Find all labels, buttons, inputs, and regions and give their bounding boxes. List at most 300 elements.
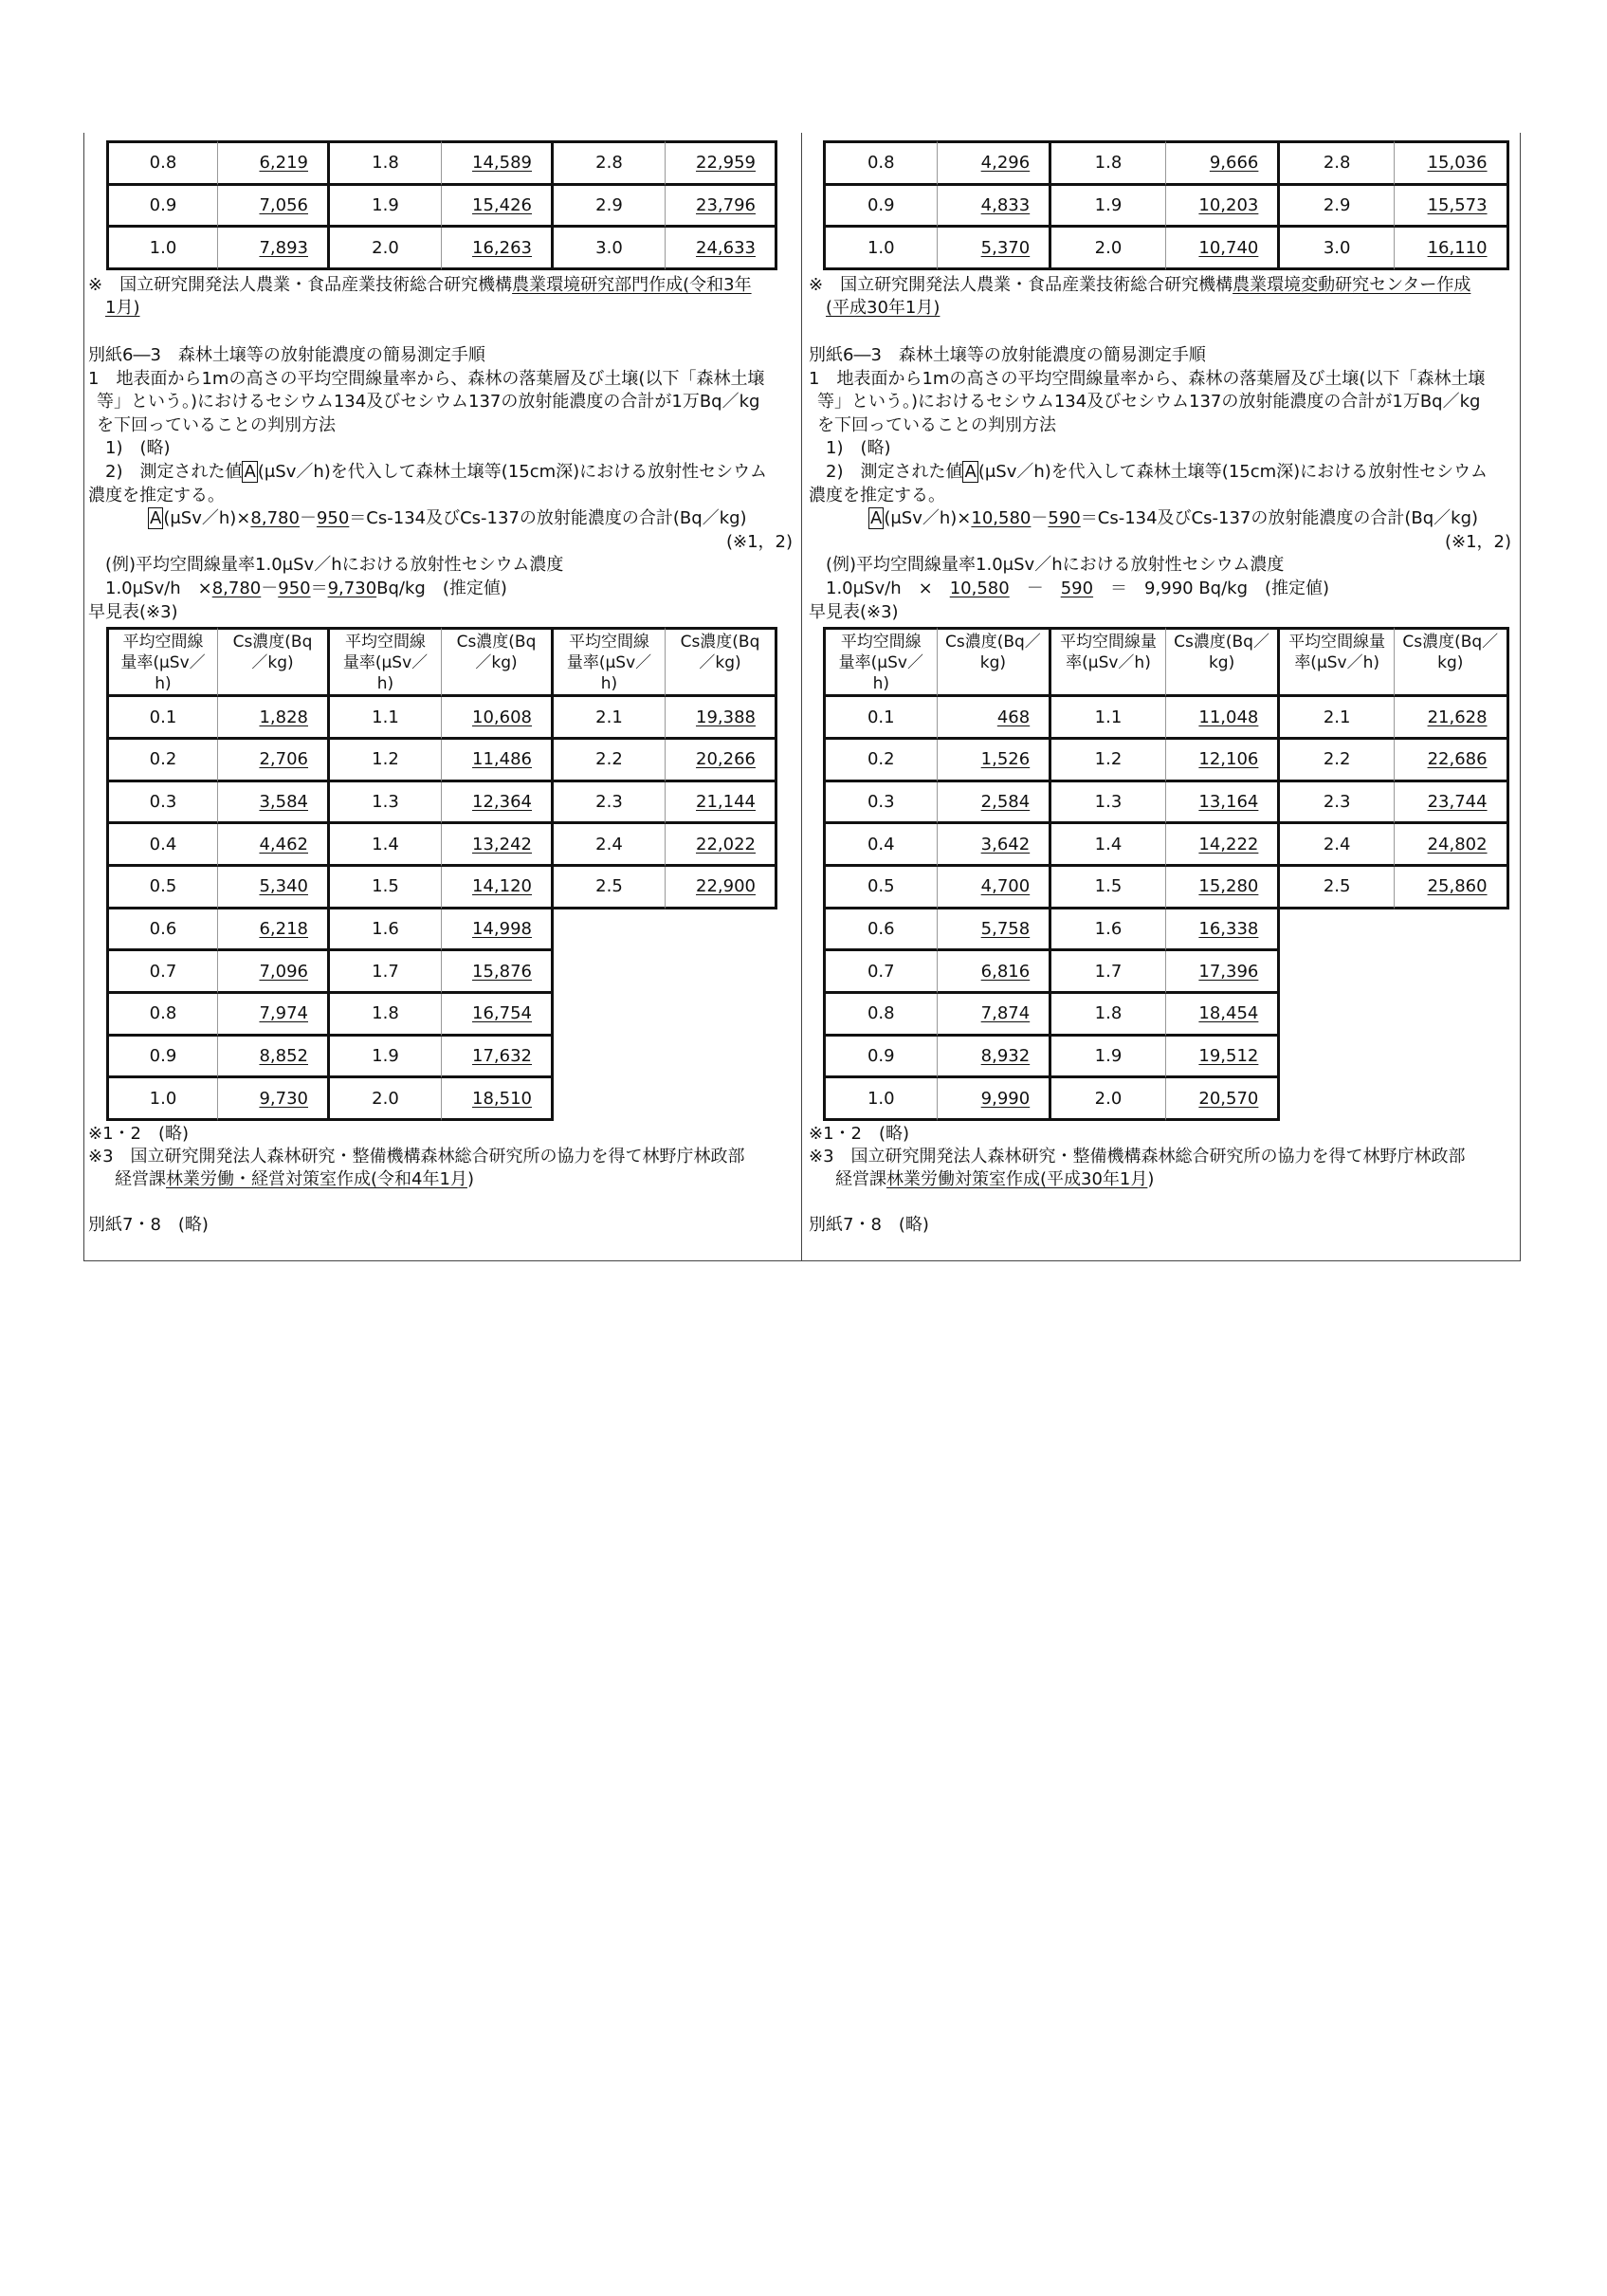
footnote-line — [802, 1123, 1519, 1146]
cs-concentration-value: 5,758 — [980, 918, 1031, 939]
table-row — [106, 140, 800, 186]
cs-concentration-value: 468 — [996, 707, 1031, 727]
dose-rate-value: 1.8 — [1094, 153, 1123, 174]
underlined-text: 950 — [316, 508, 350, 529]
table-row — [106, 186, 800, 229]
dose-rate-cell — [823, 1078, 938, 1121]
frame-right-border — [1520, 133, 1521, 1261]
cs-concentration-value: 16,263 — [472, 237, 532, 258]
cs-concentration-cell — [442, 909, 554, 952]
dose-rate-value: 1.0 — [867, 237, 895, 258]
text-segment: 等」という。)におけるセシウム134及びセシウム137の放射能濃度の合計が1万Bq／kg — [817, 392, 1481, 413]
cs-concentration-cell — [218, 228, 330, 270]
cs-concentration-cell — [442, 697, 554, 740]
footnote-line — [802, 1168, 1519, 1191]
dose-rate-cell — [554, 867, 666, 909]
dose-rate-value: 1.0 — [149, 1088, 177, 1109]
footnote-line — [84, 1146, 800, 1168]
dose-rate-cell — [1051, 740, 1166, 782]
cs-concentration-value: 7,056 — [259, 195, 308, 216]
cs-concentration-value: 15,036 — [1427, 153, 1488, 174]
text-segment: － — [1031, 508, 1049, 529]
dose-rate-cell — [823, 186, 938, 229]
cs-concentration-value: 22,959 — [696, 153, 756, 174]
text-segment: ＝ — [310, 579, 328, 598]
cs-concentration-cell — [442, 782, 554, 825]
cs-concentration-cell — [666, 140, 777, 186]
dose-rate-cell — [1280, 824, 1395, 867]
dose-rate-value: 0.7 — [149, 961, 177, 982]
cs-concentration-cell — [218, 140, 330, 186]
table-row — [823, 867, 1519, 909]
frame-bottom-border — [83, 1260, 1521, 1261]
cs-concentration-cell — [218, 782, 330, 825]
cs-concentration-cell — [938, 994, 1052, 1037]
dose-rate-value: 0.8 — [867, 1003, 895, 1024]
table-row — [106, 228, 800, 270]
column-header: 平均空間線量率(μSv／h) — [1051, 627, 1166, 697]
cs-concentration-cell — [1166, 824, 1281, 867]
cs-concentration-value: 14,222 — [1198, 834, 1259, 854]
cs-concentration-value: 21,628 — [1427, 707, 1488, 727]
table-row — [106, 994, 800, 1037]
cs-concentration-value: 4,833 — [980, 195, 1031, 216]
dose-rate-cell — [330, 824, 442, 867]
dose-rate-cell — [1280, 697, 1395, 740]
cs-concentration-value: 3,584 — [259, 791, 308, 812]
text-line — [84, 485, 800, 508]
text-line — [802, 297, 1519, 320]
dose-rate-cell — [106, 740, 218, 782]
dose-rate-cell — [330, 228, 442, 270]
dose-rate-value: 0.6 — [867, 918, 895, 939]
dose-rate-value: 2.1 — [595, 707, 623, 727]
text-segment: － — [299, 508, 317, 529]
dose-rate-cell — [330, 867, 442, 909]
cs-concentration-value: 23,744 — [1427, 791, 1488, 812]
dose-rate-value: 2.3 — [1323, 791, 1351, 812]
text-line — [802, 485, 1519, 508]
cs-concentration-cell — [442, 1037, 554, 1079]
dose-rate-cell — [1051, 867, 1166, 909]
cs-concentration-value: 7,974 — [259, 1003, 308, 1024]
blank-line — [802, 1191, 1519, 1214]
text-line — [802, 414, 1519, 438]
cs-concentration-cell — [938, 824, 1052, 867]
text-segment: 1) (略) — [105, 438, 171, 459]
dose-rate-value: 1.9 — [372, 195, 399, 216]
dose-rate-value: 0.1 — [867, 707, 895, 727]
dose-rate-value: 0.8 — [149, 1003, 177, 1024]
table-row — [106, 697, 800, 740]
column-current — [802, 133, 1519, 1237]
section-title: 別紙6―3 森林土壌等の放射能濃度の簡易測定手順 — [88, 345, 485, 366]
dose-rate-value: 0.7 — [867, 961, 895, 982]
table-row — [823, 697, 1519, 740]
cs-concentration-cell — [442, 740, 554, 782]
table-header-row — [823, 627, 1519, 697]
footnote-line — [802, 1146, 1519, 1168]
text-line — [802, 578, 1519, 601]
footnote-line — [84, 1123, 800, 1146]
cs-concentration-value: 10,608 — [472, 707, 532, 727]
cs-concentration-value: 9,730 — [259, 1088, 308, 1109]
dose-rate-cell — [106, 1037, 218, 1079]
cs-concentration-cell — [1166, 867, 1281, 909]
table-row — [106, 1037, 800, 1079]
dose-rate-value: 1.4 — [1094, 834, 1123, 854]
value-box-a: A — [964, 462, 977, 483]
underlined-text: 1月) — [105, 298, 140, 319]
cs-concentration-cell — [1166, 909, 1281, 952]
appendix-6-3-section — [802, 344, 1519, 624]
text-segment: 2) 測定された値 — [105, 462, 243, 483]
column-header: Cs濃度(Bq／kg) — [1395, 627, 1509, 697]
dose-rate-cell — [823, 951, 938, 994]
dose-rate-value: 2.5 — [1323, 876, 1351, 897]
cs-concentration-cell — [442, 228, 554, 270]
cs-concentration-cell — [1166, 697, 1281, 740]
cs-concentration-cell — [218, 909, 330, 952]
underlined-text: 林業労働対策室作成(平成30年1月 — [886, 1169, 1148, 1190]
cs-concentration-cell — [938, 782, 1052, 825]
dose-rate-value: 0.9 — [867, 195, 895, 216]
text-segment: 1.0μSv/h × — [826, 579, 950, 598]
text-line — [84, 437, 800, 461]
dose-rate-value: 1.5 — [372, 876, 399, 897]
cs-concentration-value: 10,740 — [1198, 237, 1259, 258]
column-header: Cs濃度(Bq／kg) — [442, 627, 554, 697]
cs-concentration-value: 18,510 — [472, 1088, 532, 1109]
quick-lookup-table — [106, 627, 800, 1121]
cs-concentration-cell — [666, 228, 777, 270]
table-row — [823, 228, 1519, 270]
appendix-7-8-note: 別紙7・8 (略) — [88, 1215, 209, 1236]
cs-concentration-value: 13,242 — [472, 834, 532, 854]
text-segment: (μSv／h)を代入して森林土壌等(15cm深)における放射性セシウム — [257, 462, 767, 483]
dose-rate-value: 0.5 — [867, 876, 895, 897]
table-row — [106, 909, 800, 952]
dose-rate-cell — [1051, 909, 1166, 952]
cs-concentration-value: 15,876 — [472, 961, 532, 982]
cs-concentration-cell — [938, 697, 1052, 740]
cs-concentration-cell — [938, 228, 1052, 270]
cs-concentration-cell — [442, 140, 554, 186]
table-row — [106, 740, 800, 782]
dose-rate-value: 2.8 — [1323, 153, 1351, 174]
cs-concentration-cell — [218, 740, 330, 782]
column-header: 平均空間線量率(μSv／h) — [330, 627, 442, 697]
underlined-text: 農業環境変動研究センター作成 — [1233, 275, 1471, 296]
text-segment: (μSv／h)× — [163, 508, 251, 529]
cs-concentration-value: 5,340 — [259, 876, 308, 897]
text-segment: ＝Cs-134及びCs-137の放射能濃度の合計(Bq／kg) — [349, 508, 747, 529]
cs-concentration-cell — [218, 1078, 330, 1121]
section-title: 別紙6―3 森林土壌等の放射能濃度の簡易測定手順 — [809, 345, 1206, 366]
table-row — [823, 1078, 1519, 1121]
dose-rate-cell — [1280, 140, 1395, 186]
text-segment: ＝ 9,990 Bq/kg (推定値) — [1093, 579, 1330, 598]
table-row — [823, 186, 1519, 229]
dose-rate-cell — [1051, 140, 1166, 186]
cs-concentration-cell — [1395, 824, 1509, 867]
column-header: Cs濃度(Bq／kg) — [666, 627, 777, 697]
value-box-a: A — [150, 508, 162, 529]
cs-concentration-value: 16,338 — [1198, 918, 1259, 939]
text-segment: ※ 国立研究開発法人農業・食品産業技術総合研究機構 — [809, 275, 1233, 296]
text-line — [84, 578, 800, 601]
dose-rate-value: 3.0 — [1323, 237, 1351, 258]
text-segment: 1 地表面から1mの高さの平均空間線量率から、森林の落葉層及び土壌(以下「森林土壌 — [809, 368, 1486, 389]
cs-concentration-value: 17,632 — [472, 1046, 532, 1067]
text-segment: 濃度を推定する。 — [88, 485, 225, 505]
dose-rate-cell — [1051, 824, 1166, 867]
cs-concentration-cell — [666, 697, 777, 740]
dose-rate-value: 0.3 — [149, 791, 177, 812]
text-segment: (※1，2) — [725, 531, 793, 552]
cs-concentration-value: 6,218 — [259, 918, 308, 939]
dose-rate-value: 1.3 — [372, 791, 399, 812]
text-segment: － — [261, 579, 279, 598]
cs-concentration-cell — [666, 824, 777, 867]
text-line — [84, 414, 800, 438]
dose-rate-cell — [330, 697, 442, 740]
cs-concentration-value: 14,120 — [472, 876, 532, 897]
underlined-text: 8,780 — [211, 579, 262, 598]
dose-rate-value: 2.9 — [1323, 195, 1351, 216]
dose-rate-cell — [1051, 1078, 1166, 1121]
cs-concentration-value: 15,426 — [472, 195, 532, 216]
underlined-text: 9,730 — [327, 579, 377, 598]
dose-rate-value: 2.2 — [1323, 749, 1351, 770]
dose-rate-value: 1.4 — [372, 834, 399, 854]
footnotes — [84, 1123, 800, 1237]
cs-concentration-value: 22,686 — [1427, 749, 1488, 770]
text-segment: ) — [466, 1169, 474, 1190]
dose-rate-value: 1.1 — [372, 707, 399, 727]
cs-concentration-value: 11,048 — [1198, 707, 1259, 727]
dose-rate-cell — [330, 140, 442, 186]
dose-rate-value: 0.2 — [867, 749, 895, 770]
cs-concentration-cell — [442, 1078, 554, 1121]
cs-concentration-cell — [1395, 782, 1509, 825]
dose-rate-cell — [554, 782, 666, 825]
dose-rate-cell — [823, 782, 938, 825]
text-segment: ＝Cs-134及びCs-137の放射能濃度の合計(Bq／kg) — [1080, 508, 1479, 529]
dose-rate-value: 0.9 — [867, 1046, 895, 1067]
underlined-text: 農業環境研究部門作成(令和3年 — [512, 275, 752, 296]
cs-concentration-cell — [1395, 140, 1509, 186]
cs-concentration-cell — [442, 186, 554, 229]
text-segment: (μSv／h)を代入して森林土壌等(15cm深)における放射性セシウム — [977, 462, 1488, 483]
cs-concentration-value: 15,573 — [1427, 195, 1488, 216]
text-segment: ※3 国立研究開発法人森林研究・整備機構森林総合研究所の協力を得て林野庁林政部 — [809, 1147, 1466, 1167]
dose-rate-value: 2.5 — [595, 876, 623, 897]
cs-concentration-cell — [666, 740, 777, 782]
value-box-a: A — [244, 462, 256, 483]
text-line — [84, 274, 800, 297]
cs-concentration-value: 20,570 — [1198, 1088, 1259, 1109]
text-segment: 経営課 — [835, 1169, 886, 1190]
table-row — [823, 951, 1519, 994]
dose-rate-value: 0.4 — [867, 834, 895, 854]
cs-concentration-cell — [938, 867, 1052, 909]
quick-lookup-table — [823, 627, 1519, 1121]
dose-rate-value: 1.9 — [1094, 195, 1123, 216]
column-header: 平均空間線量率(μSv／h) — [823, 627, 938, 697]
text-line — [802, 391, 1519, 414]
reference-marker — [84, 531, 800, 555]
cs-concentration-value: 4,296 — [980, 153, 1031, 174]
table-row — [106, 782, 800, 825]
dose-rate-cell — [330, 1078, 442, 1121]
cs-concentration-value: 23,796 — [696, 195, 756, 216]
dose-rate-value: 1.5 — [1094, 876, 1123, 897]
text-segment: を下回っていることの判別方法 — [817, 414, 1056, 435]
cs-concentration-cell — [1166, 740, 1281, 782]
cs-concentration-cell — [938, 740, 1052, 782]
cs-concentration-cell — [218, 186, 330, 229]
text-segment: 1) (略) — [826, 438, 891, 459]
cs-concentration-cell — [1166, 140, 1281, 186]
value-box-a: A — [870, 508, 883, 529]
text-segment: (例)平均空間線量率1.0μSv／hにおける放射性セシウム濃度 — [826, 555, 1285, 576]
cs-concentration-value: 2,706 — [259, 749, 308, 770]
dose-rate-cell — [106, 782, 218, 825]
dose-rate-value: 0.5 — [149, 876, 177, 897]
reference-marker — [802, 531, 1519, 555]
top-table-source-note — [802, 274, 1519, 320]
dose-rate-value: 0.2 — [149, 749, 177, 770]
text-segment: (※1，2) — [1444, 531, 1511, 552]
text-line — [802, 554, 1519, 578]
cs-concentration-value: 2,584 — [980, 791, 1031, 812]
dose-rate-value: 1.0 — [867, 1088, 895, 1109]
text-segment: Bq/kg (推定値) — [376, 579, 507, 598]
dose-rate-cell — [823, 697, 938, 740]
cs-concentration-cell — [938, 951, 1052, 994]
cs-concentration-cell — [442, 994, 554, 1037]
dose-rate-cell — [823, 824, 938, 867]
underlined-text: 590 — [1060, 579, 1094, 598]
dose-rate-value: 2.0 — [1094, 237, 1123, 258]
dose-rate-cell — [554, 140, 666, 186]
cs-concentration-cell — [666, 867, 777, 909]
cs-concentration-cell — [938, 1037, 1052, 1079]
cs-concentration-cell — [442, 867, 554, 909]
dose-rate-cell — [1051, 782, 1166, 825]
cs-concentration-value: 12,364 — [472, 791, 532, 812]
cs-concentration-value: 19,388 — [696, 707, 756, 727]
cs-concentration-value: 14,589 — [472, 153, 532, 174]
dose-rate-cell — [330, 994, 442, 1037]
cs-concentration-value: 24,802 — [1427, 834, 1488, 854]
dose-rate-cell — [1280, 867, 1395, 909]
text-segment: (μSv／h)× — [884, 508, 972, 529]
column-header: Cs濃度(Bq／kg) — [1166, 627, 1281, 697]
formula-line — [84, 507, 800, 531]
dose-rate-cell — [330, 186, 442, 229]
dose-rate-value: 0.9 — [149, 1046, 177, 1067]
text-segment: ※1・2 (略) — [88, 1124, 190, 1145]
dose-rate-cell — [554, 228, 666, 270]
dose-rate-cell — [823, 1037, 938, 1079]
text-line — [84, 368, 800, 392]
cs-concentration-cell — [1166, 1037, 1281, 1079]
underlined-text: (平成30年1月) — [826, 298, 940, 319]
dose-rate-cell — [823, 994, 938, 1037]
dose-rate-cell — [823, 740, 938, 782]
cs-concentration-value: 6,219 — [259, 153, 308, 174]
underlined-text: 10,580 — [971, 508, 1032, 529]
cs-concentration-value: 9,666 — [1209, 153, 1259, 174]
cs-concentration-cell — [442, 951, 554, 994]
dose-rate-value: 1.6 — [1094, 918, 1123, 939]
dose-rate-value: 1.8 — [372, 1003, 399, 1024]
cs-concentration-value: 9,990 — [980, 1088, 1031, 1109]
dose-rate-value: 1.9 — [372, 1046, 399, 1067]
table-row — [823, 1037, 1519, 1079]
cs-concentration-value: 25,860 — [1427, 876, 1488, 897]
cs-concentration-value: 17,396 — [1198, 961, 1259, 982]
dose-rate-value: 1.6 — [372, 918, 399, 939]
column-header: Cs濃度(Bq／kg) — [218, 627, 330, 697]
dose-rate-value: 2.9 — [595, 195, 623, 216]
dose-rate-cell — [1051, 994, 1166, 1037]
cs-concentration-cell — [218, 1037, 330, 1079]
cs-concentration-cell — [1166, 186, 1281, 229]
dose-rate-value: 2.0 — [372, 1088, 399, 1109]
cs-concentration-value: 10,203 — [1198, 195, 1259, 216]
dose-rate-value: 0.9 — [149, 195, 177, 216]
dose-rate-value: 0.8 — [149, 153, 177, 174]
dose-rate-cell — [1051, 951, 1166, 994]
dose-rate-value: 1.8 — [372, 153, 399, 174]
cs-concentration-cell — [218, 951, 330, 994]
dose-rate-cell — [106, 909, 218, 952]
cs-concentration-value: 15,280 — [1198, 876, 1259, 897]
text-segment: 1.0μSv/h × — [105, 579, 212, 598]
dose-rate-cell — [330, 1037, 442, 1079]
cs-concentration-cell — [442, 824, 554, 867]
top-table-source-note — [84, 274, 800, 320]
dose-rate-value: 2.8 — [595, 153, 623, 174]
text-segment: ※ 国立研究開発法人農業・食品産業技術総合研究機構 — [88, 275, 513, 296]
text-line — [802, 368, 1519, 392]
dose-rate-value: 2.4 — [1323, 834, 1351, 854]
table-row — [823, 782, 1519, 825]
dose-rate-cell — [330, 951, 442, 994]
dose-rate-cell — [106, 697, 218, 740]
cs-concentration-cell — [666, 186, 777, 229]
underlined-text: 林業労働・経営対策室作成(令和4年1月 — [166, 1169, 467, 1190]
underlined-text: 590 — [1048, 508, 1081, 529]
cs-concentration-value: 12,106 — [1198, 749, 1259, 770]
dose-rate-value: 1.1 — [1094, 707, 1123, 727]
text-line — [84, 554, 800, 578]
cs-concentration-value: 16,754 — [472, 1003, 532, 1024]
table-row — [106, 1078, 800, 1121]
dose-rate-cell — [1051, 228, 1166, 270]
dose-rate-value: 1.8 — [1094, 1003, 1123, 1024]
cs-concentration-value: 18,454 — [1198, 1003, 1259, 1024]
cs-concentration-value: 22,022 — [696, 834, 756, 854]
text-segment: 2) 測定された値 — [826, 462, 963, 483]
column-revised — [84, 133, 800, 1237]
dose-rate-cell — [554, 186, 666, 229]
appendix-6-3-section — [84, 344, 800, 624]
cs-concentration-value: 20,266 — [696, 749, 756, 770]
